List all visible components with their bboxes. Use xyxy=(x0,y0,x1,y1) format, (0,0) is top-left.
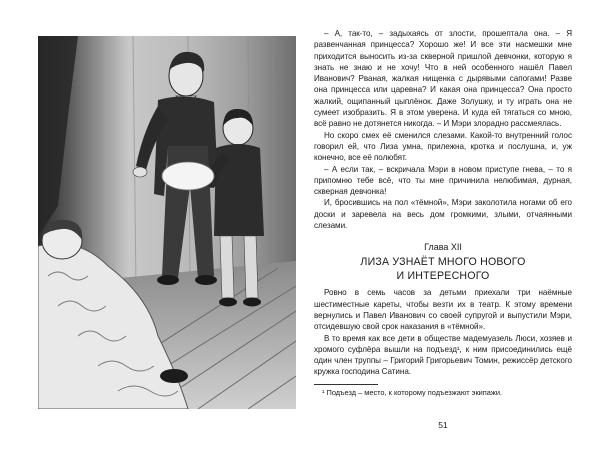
chapter-title xyxy=(314,255,572,283)
paragraph: Ровно в семь часов за детьми приехали три наёмные шестиместные кареты, чтобы везти их в театр. К этому времени вернулись и Павел Иванович со своей супругой и выпустили Мэри, отсидевшую свой срок наказания в «тёмной». xyxy=(314,288,572,332)
paragraph: В то время как все дети в обществе мадемуазель Люси, хозяев и хромого суфлёра вышли на подъезд¹, к ним присоединились ещё один член труппы – Григорий Григорьевич Томин, режиссёр детского кружка господина Сатина. xyxy=(314,333,572,377)
footnote-divider xyxy=(314,384,378,385)
paragraph: – А если так, – вскричала Мэри в новом приступе гнева, – то я припомню тебе всё, что ты мне причинила нелюбимая, дурная, скверная девчонка! xyxy=(314,164,572,197)
book-illustration xyxy=(38,36,296,409)
chapter-label: Глава XII xyxy=(424,242,462,253)
page-number: 51 xyxy=(438,420,448,430)
illustration-drawing xyxy=(38,36,296,409)
chapter-title-line1: ЛИЗА УЗНАЁТ МНОГО НОВОГО xyxy=(360,256,526,269)
paragraph: – А, так-то, – задыхаясь от злости, прошептала она. – Я развенчанная принцесса? Хорошо же! И все эти насмешки мне приходится выносить из-за скверной пришлой девчонки, которую я знать не знаю и не хочу! Что в ней особенного нашёл Павел Иванович? Рваная, жалкая нищенка с дырявыми сапогами! Разве она принцесса или царевна? И какая она принцесса? Она просто жалкий, ощипанный цыплёнок. Даже Золушку, и ту играть она не сумеет изобразить. Я в этом уверена. И куда ей тягаться со мною, всё равно не дотянется никогда. – И Мэри злорадно рассмеялась. xyxy=(314,29,572,129)
text-page xyxy=(314,28,572,438)
paragraph: Но скоро смех её сменился слезами. Какой-то внутренний голос говорил ей, что Лиза умна, прилежна, кротка и послушна, и, уж конечно, все её полюбят. xyxy=(314,130,572,163)
chapter-title-line2: И ИНТЕРЕСНОГО xyxy=(396,270,490,283)
paragraph: И, бросившись на пол «тёмной», Мэри заколотила ногами об его доски и заревела на весь дом громкими, злыми, отчаянными слезами. xyxy=(314,198,572,231)
footnote: ¹ Подъезд – место, к которому подъезжают экипажи. xyxy=(322,387,503,397)
